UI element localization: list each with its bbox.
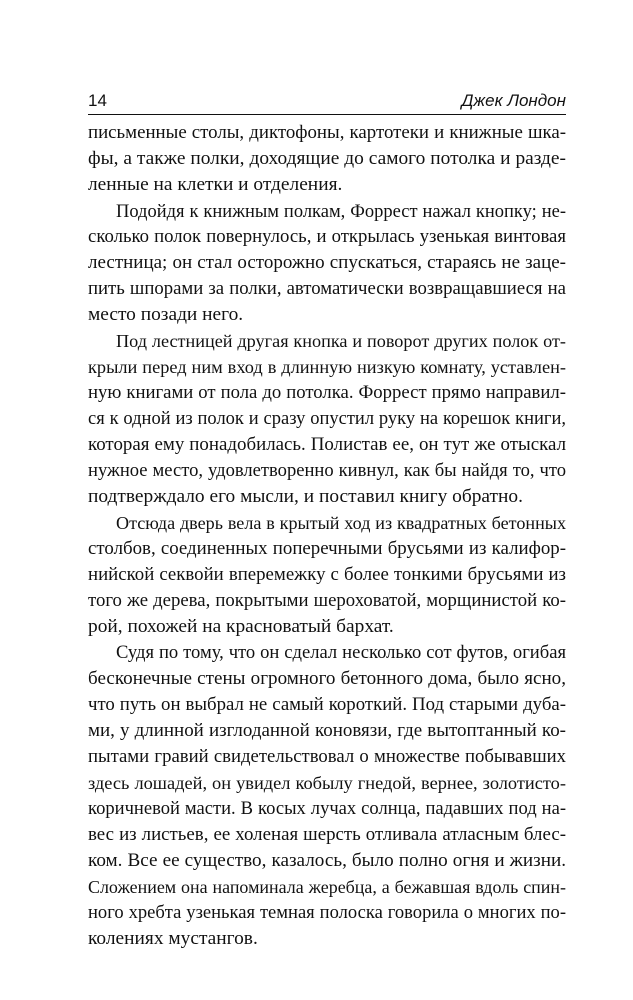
paragraph <box>88 640 566 952</box>
text-line: рой, похожей на красноватый бархат. <box>88 616 394 637</box>
text-line: бесконечные стены огромного бетонного дома, было ясно, <box>88 668 566 689</box>
text-line: нийской секвойи вперемежку с более тонкими брусьями из <box>88 564 566 585</box>
text-line: что путь он выбрал не самый короткий. Под старыми дуба- <box>88 694 566 715</box>
text-line: нужное место, удовлетворенно кивнул, как бы найдя то, что <box>88 460 566 481</box>
text-line: Отсюда дверь вела в крытый ход из квадратных бетонных <box>116 513 566 533</box>
text-line: вес из листьев, ее холеная шерсть отливала атласным блес- <box>88 824 566 845</box>
body-text <box>88 120 566 952</box>
text-line: пить шпорами за полки, автоматически возвращавшиеся на <box>88 278 566 299</box>
text-line: ную книгами от пола до потолка. Форрест прямо направил- <box>88 382 566 403</box>
text-line: столбов, соединенных поперечными брусьями из калифор- <box>88 538 566 559</box>
paragraph <box>88 120 566 198</box>
text-line: того же дерева, покрытыми шероховатой, морщинистой ко- <box>88 590 566 611</box>
text-line: место позади него. <box>88 304 244 325</box>
paragraph <box>88 198 566 328</box>
text-line: фы, а также полки, доходящие до самого потолка и разде- <box>88 148 566 169</box>
text-line: крыли перед ним вход в длинную низкую комнату, уставлен- <box>88 357 566 377</box>
text-line: ленные на клетки и отделения. <box>88 174 343 195</box>
book-page <box>88 88 566 952</box>
text-line: Сложением она напоминала жеребца, а бежавшая вдоль спин- <box>88 877 566 897</box>
text-line: которая ему понадобилась. Полистав ее, он тут же отыскал <box>88 434 566 455</box>
paragraph <box>88 510 566 640</box>
text-line: Подойдя к книжным полкам, Форрест нажал кнопку; не- <box>116 201 566 221</box>
text-line: письменные столы, диктофоны, картотеки и книжные шка- <box>88 122 566 143</box>
running-header-author: Джек Лондон <box>461 91 566 110</box>
text-line: ком. Все ее существо, казалось, было полно огня и жизни. <box>88 850 566 871</box>
text-line: ся к одной из полок и сразу опустил руку на корешок книги, <box>88 409 566 429</box>
text-line: пытами гравий свидетельствовал о множестве побывавших <box>88 746 566 767</box>
text-line: ми, у длинной изглоданной коновязи, где вытоптанный ко- <box>88 720 566 741</box>
running-header <box>88 88 566 115</box>
text-line: Под лестницей другая кнопка и поворот других полок от- <box>116 331 566 351</box>
page-number: 14 <box>88 91 107 110</box>
text-line: колениях мустангов. <box>88 928 258 949</box>
text-line: сколько полок повернулось, и открылась узенькая винтовая <box>88 226 566 247</box>
text-line: коричневой масти. В косых лучах солнца, падавших под на- <box>88 798 566 819</box>
text-line: ного хребта узенькая темная полоска говорила о многих по- <box>88 902 566 923</box>
text-line: здесь лошадей, он увидел кобылу гнедой, вернее, золотисто- <box>88 773 566 793</box>
text-line: лестница; он стал осторожно спускаться, стараясь не заце- <box>88 252 566 273</box>
text-line: Судя по тому, что он сделал несколько сот футов, огибая <box>116 642 566 663</box>
paragraph <box>88 328 566 510</box>
text-line: подтверждало его мысли, и поставил книгу обратно. <box>88 486 523 507</box>
